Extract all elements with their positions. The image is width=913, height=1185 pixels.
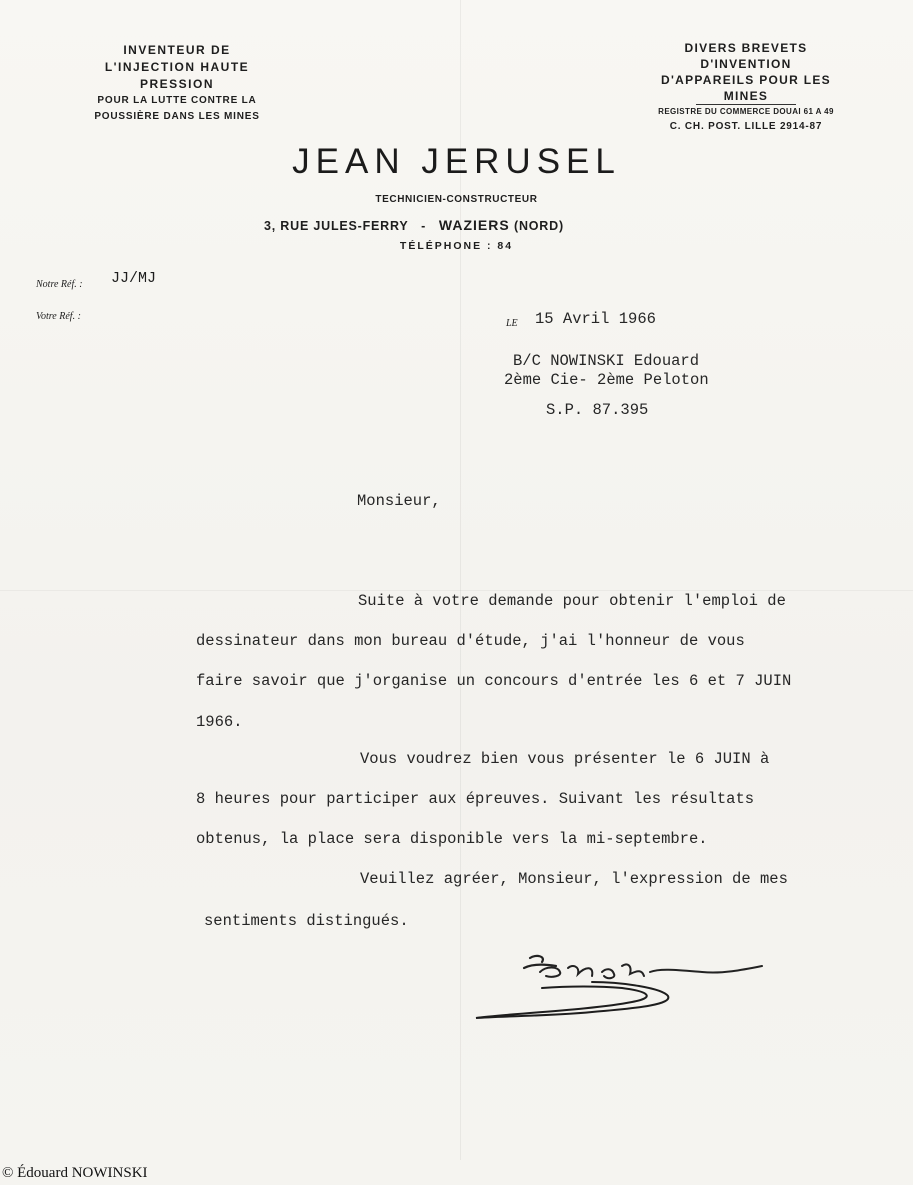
company-phone: TÉLÉPHONE : 84 [399, 240, 514, 252]
address-city: WAZIERS [438, 217, 510, 233]
body-line: Veuillez agréer, Monsieur, l'expression de mes [360, 870, 788, 888]
letterhead-right-line: DIVERS BREVETS [684, 41, 808, 55]
company-subtitle: TECHNICIEN-CONSTRUCTEUR [375, 194, 538, 205]
letterhead-left-line: POUR LA LUTTE CONTRE LA [97, 95, 257, 106]
body-line: 1966. [196, 713, 243, 731]
date-prefix: LE [506, 318, 518, 329]
letterhead-left-line: INVENTEUR DE [123, 43, 231, 57]
body-line: sentiments distingués. [204, 912, 409, 930]
copyright-notice: © Édouard NOWINSKI [2, 1165, 148, 1181]
address-dash: - [421, 219, 427, 233]
letterhead-postal-account: C. CH. POST. LILLE 2914-87 [669, 121, 823, 132]
paper-fold-horizontal [0, 590, 913, 591]
letterhead-left [52, 42, 302, 125]
body-line: faire savoir que j'organise un concours d'entrée les 6 et 7 JUIN [196, 672, 792, 690]
notre-ref-value: JJ/MJ [111, 270, 157, 287]
body-line: dessinateur dans mon bureau d'étude, j'ai l'honneur de vous [196, 632, 745, 650]
recipient-line: S.P. 87.395 [546, 401, 649, 419]
notre-ref-label: Notre Réf. : [36, 279, 83, 290]
recipient-line: B/C NOWINSKI Edouard [513, 352, 700, 370]
letterhead-register: REGISTRE DU COMMERCE DOUAI 61 A 49 [658, 107, 834, 116]
body-line: 8 heures pour participer aux épreuves. Suivant les résultats [196, 790, 755, 808]
company-name: JEAN JERUSEL [292, 142, 621, 181]
letterhead-right-line: MINES [696, 88, 797, 105]
letterhead-right-line: D'INVENTION [700, 57, 792, 71]
letterhead-right-line: D'APPAREILS POUR LES [661, 73, 831, 87]
votre-ref-label: Votre Réf. : [36, 311, 81, 322]
body-line: obtenus, la place sera disponible vers la mi-septembre. [196, 830, 708, 848]
salutation: Monsieur, [357, 492, 441, 510]
letterhead-left-line: L'INJECTION HAUTE [104, 60, 250, 74]
letter-date: 15 Avril 1966 [535, 310, 656, 328]
body-line: Vous voudrez bien vous présenter le 6 JUIN à [360, 750, 770, 768]
handwritten-signature [472, 948, 772, 1028]
company-address [264, 217, 564, 233]
address-dept: (NORD) [513, 219, 564, 233]
address-street: 3, RUE JULES-FERRY [264, 219, 409, 233]
body-line: Suite à votre demande pour obtenir l'emploi de [358, 592, 786, 610]
letterhead-right [626, 40, 866, 135]
letterhead-left-line: PRESSION [139, 77, 214, 91]
letterhead-left-line: POUSSIÈRE DANS LES MINES [94, 111, 260, 122]
recipient-line: 2ème Cie- 2ème Peloton [504, 371, 709, 389]
